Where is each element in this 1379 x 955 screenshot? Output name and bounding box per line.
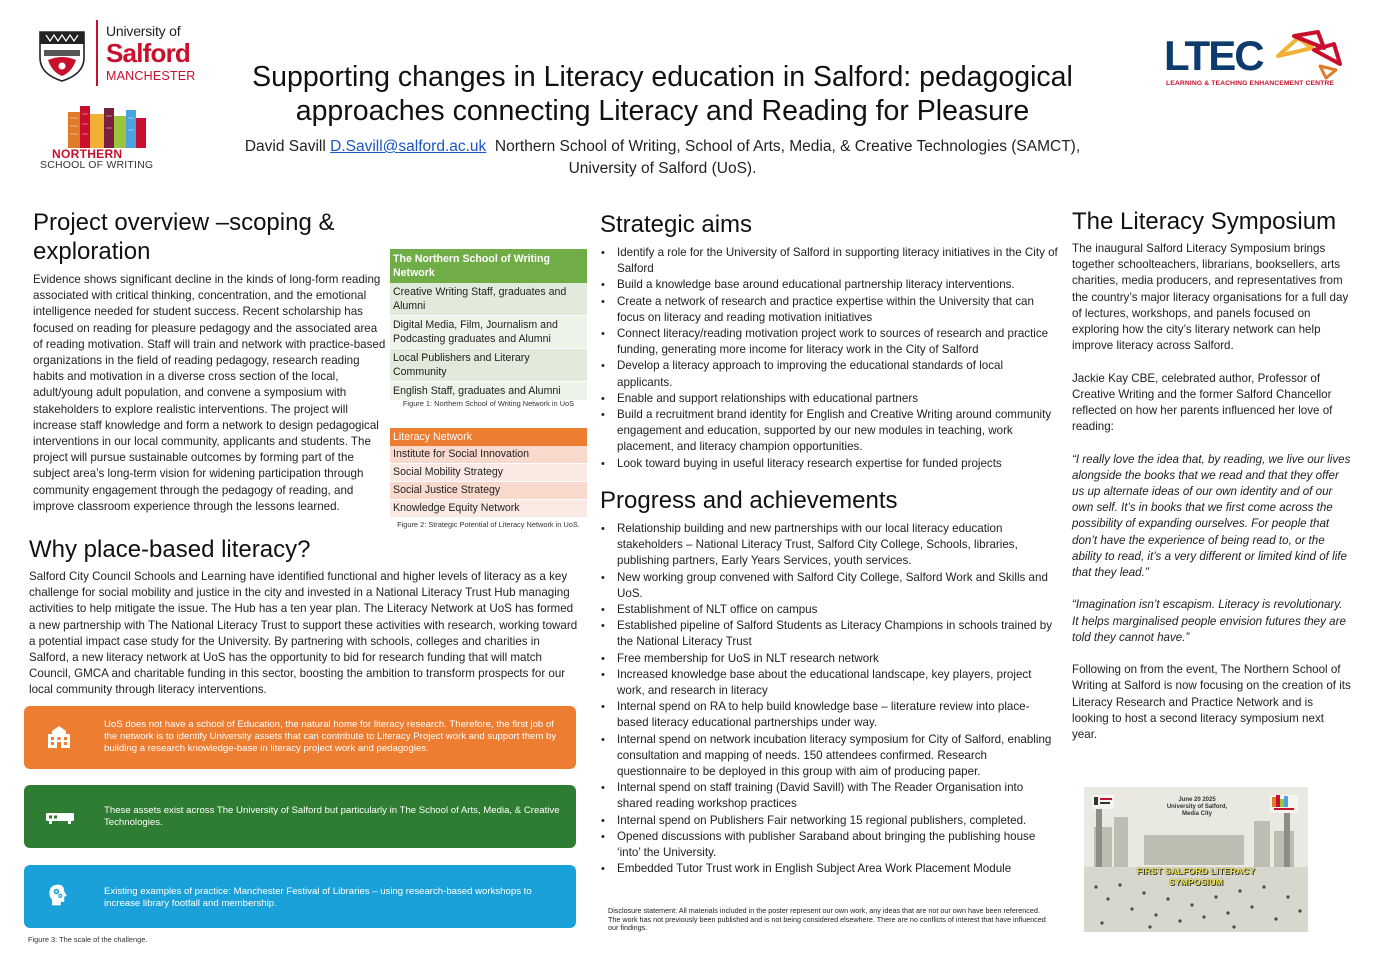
progress-heading: Progress and achievements	[600, 487, 898, 514]
university-of-salford-logo	[38, 18, 196, 90]
author-name: David Savill	[244, 138, 326, 155]
symposium-paragraph-1: The inaugural Salford Literacy Symposium brings together schoolteachers, librarians, booksellers, arts charities, media producers, and representatives from the country’s major literacy organisations for a full day of lectures, workshops, and panels focused on exploring how the city’s literary network can help improve literacy across Salford.	[1072, 242, 1349, 353]
head-gears-icon	[44, 882, 74, 908]
logo-line-3: MANCHESTER	[106, 69, 196, 83]
list-item: • Build a recruitment brand identity for English and Creative Writing around community engagement and education, supported by our new modules in teaching, work placement, and literacy champion opportunities.	[600, 407, 1058, 456]
school-building-icon	[44, 724, 74, 750]
logo-line-1: University of	[106, 23, 181, 39]
flyer-date: June 20 2025 University of Salford, Media City	[1166, 797, 1228, 817]
progress-list	[600, 521, 1058, 877]
jackie-kay-quote-1: “I really love the idea that, by reading, we live our lives alongside the books that we read and that they offer us up alternate ideas of our own identity and of our own self. It’s in books that we first come across the possibility of expanding ourselves. For people that don’t have the experience of being read to, or the ability to read, it’s a very different or limited kind of life that they lead.”	[1072, 452, 1351, 580]
table-row: Digital Media, Film, Journalism and Podcasting graduates and Alumni	[390, 316, 587, 349]
author-affiliation-2: University of Salford (UoS).	[568, 160, 757, 177]
symposium-heading: The Literacy Symposium	[1072, 208, 1337, 235]
title-line-2: approaches connecting Literacy and Reading for Pleasure	[295, 95, 1030, 127]
disclosure-statement: Disclosure statement: All materials included in the poster represent our own work, any ideas that are not our own have been referenced. The work has not previously been published and is not being considered elsewhere. There are no conflicts of interest that have influenced our findings.	[608, 906, 1046, 933]
banner-text: Existing examples of practice: Manchester Festival of Libraries – using research-based workshops to increase library footfall and membership.	[104, 886, 532, 909]
symposium-flyer-image	[1084, 787, 1308, 932]
list-item: • Internal spend on RA to help build knowledge base – literature review into place-based literacy educational partnerships under way.	[600, 699, 1058, 731]
banner-text: UoS does not have a school of Education, the natural home for literacy research. Therefore, the first job of the network is to identify University assets that can contribute to Literacy Project work and support them by building a research knowledge-base in literacy project work and pedagogies.	[104, 719, 557, 754]
list-item: • Create a network of research and practice expertise within the University that can focus on literacy and reading motivation initiatives	[600, 294, 1058, 326]
challenge-banner-education	[24, 706, 576, 769]
nsw-network-header: The Northern School of Writing Network	[390, 249, 587, 283]
salford-crest-icon	[38, 28, 86, 82]
flyer-title: FIRST SALFORD LITERACY SYMPOSIUM	[1136, 866, 1256, 887]
list-item: • Identify a role for the University of Salford in supporting literacy initiatives in the City of Salford	[600, 245, 1058, 277]
list-item: • Increased knowledge base about the educational landscape, key players, project work, and research in literacy	[600, 667, 1058, 699]
table-row: Local Publishers and Literary Community	[390, 349, 587, 382]
buildings-illustration-icon	[64, 104, 150, 148]
device-bar-icon	[44, 804, 74, 830]
list-item: • Established pipeline of Salford Students as Literacy Champions in schools trained by the National Literacy Trust	[600, 618, 1058, 650]
aims-list	[600, 245, 1058, 472]
ltec-logo-subtitle: LEARNING & TEACHING ENHANCEMENT CENTRE	[1166, 80, 1335, 87]
list-item: • Establishment of NLT office on campus	[600, 602, 1058, 618]
banner-text: These assets exist across The University of Salford but particularly in The School of Arts, Media, & Creative Technologies.	[104, 805, 560, 828]
why-heading: Why place-based literacy?	[29, 536, 311, 563]
list-item: • Free membership for UoS in NLT research network	[600, 651, 1058, 667]
table-row: Social Mobility Strategy	[390, 464, 587, 482]
literacy-network-table	[390, 428, 587, 518]
northern-school-of-writing-logo	[30, 104, 159, 172]
why-body: Salford City Council Schools and Learning have identified functional and higher levels of literacy as a key challenge for social mobility and justice in the city and invested in a National Literacy Trust Hub managing activities to help mitigate the issue. The Hub has a ten year plan. The Literacy Network at UoS has formed a new partnership with The National Literacy Trust to support these activities with research, working toward a potential impact case study for the University. By partnering with schools, colleges and charities in Salford, a new literacy network at UoS has the opportunity to bid for research funding that will match Council, GMCA and charitable funding in this sector, boosting the ambition to transform prospects for our local community through literacy interventions.	[29, 570, 578, 697]
table-row: Creative Writing Staff, graduates and Alumni	[390, 283, 587, 316]
author-email-link[interactable]: D.Savill@salford.ac.uk	[330, 138, 487, 155]
list-item: • Relationship building and new partnerships with our local literacy education stakeholders – National Literacy Trust, Salford City College, Schools, libraries, publishing partners, Early Years Services, youth services.	[600, 521, 1058, 570]
challenge-banner-practice	[24, 865, 576, 928]
list-item: • Embedded Tutor Trust work in English Subject Area Work Placement Module	[600, 861, 1058, 877]
jackie-kay-quote-2: “Imagination isn’t escapism. Literacy is revolutionary. It helps marginalised people envision futures they are told they cannot have.”	[1072, 598, 1346, 644]
aims-heading: Strategic aims	[600, 211, 753, 238]
ltec-logo-text: LTEC	[1164, 32, 1263, 79]
nsw-network-table	[390, 249, 587, 401]
title-line-1: Supporting changes in Literacy education in Salford: pedagogical	[252, 61, 1073, 93]
symposium-paragraph-3: Following on from the event, The Northern School of Writing at Salford is now focusing on the creation of its Literacy Research and Practice Network and is looking to host a second literacy symposium next year.	[1072, 663, 1351, 742]
list-item: • Opened discussions with publisher Saraband about bringing the publishing house ‘into’ the University.	[600, 829, 1058, 861]
list-item: • Internal spend on staff training (David Savill) with The Reader Organisation into shared reading workshop practices	[600, 780, 1058, 812]
list-item: • Connect literacy/reading motivation project work to sources of research and practice funding, generating more income for literacy work in the City of Salford	[600, 326, 1058, 358]
ltec-logo	[1164, 30, 1349, 92]
symposium-body	[1072, 241, 1352, 759]
logo-divider	[96, 20, 98, 86]
figure-3-caption: Figure 3: The scale of the challenge.	[28, 935, 148, 944]
ltec-mark-icon	[1268, 30, 1348, 80]
table-row: English Staff, graduates and Alumni	[390, 382, 587, 401]
list-item: • New working group convened with Salford City College, Salford Work and Skills and UoS.	[600, 570, 1058, 602]
author-block	[190, 136, 1135, 180]
table-row: Institute for Social Innovation	[390, 446, 587, 464]
symposium-paragraph-2: Jackie Kay CBE, celebrated author, Professor of Creative Writing and the former Salford Chancellor reflected on how her parents influenced her love of reading:	[1072, 371, 1333, 434]
list-item: • Internal spend on network incubation literacy symposium for City of Salford, enabling consultation and mapping of needs. 150 attendees confirmed. Research questionnaire to be deployed in this group with aim of producing paper.	[600, 732, 1058, 781]
nsw-logo-line-1: NORTHERN	[52, 147, 123, 161]
literacy-network-header: Literacy Network	[390, 428, 587, 446]
list-item: • Build a knowledge base around educational partnership literacy interventions.	[600, 277, 1058, 293]
author-affiliation-1: Northern School of Writing, School of Arts, Media, & Creative Technologies (SAMCT),	[494, 138, 1081, 155]
table-row: Social Justice Strategy	[390, 482, 587, 500]
overview-heading: Project overview –scoping & exploration	[33, 209, 335, 265]
poster-title	[190, 60, 1135, 128]
figure-2-caption: Figure 2: Strategic Potential of Literacy Network in UoS.	[397, 520, 580, 529]
list-item: • Internal spend on Publishers Fair networking 15 regional publishers, completed.	[600, 813, 1058, 829]
nsw-logo-line-2: SCHOOL OF WRITING	[40, 159, 154, 171]
list-item: • Look toward buying in useful literacy research expertise for funded projects	[600, 456, 1058, 472]
challenge-banner-assets	[24, 785, 576, 848]
logo-line-2: Salford	[106, 38, 190, 68]
list-item: • Develop a literacy approach to improving the educational standards of local applicants.	[600, 358, 1058, 390]
overview-body: Evidence shows significant decline in the kinds of long-form reading associated with critical thinking, concentration, and the emotional intelligence needed for student success. Recent scholarship has focused on reading for pleasure pedagogy and the associated area of reading motivation. Staff will train and network with practice-based organizations in the field of reading pedagogy, research reading habits and motivation in a diverse cross section of the local, adult/young adult population, and convene a symposium with stakeholders to explore realistic interventions. The project will increase staff knowledge and form a network to design pedagogical interventions in our local community, applicants and students. The project will pursue sustainable outcomes by forming part of the subject area’s long-term vision for widening participation through community engagement through the pedagogy of reading, and improve classroom experience through the lessons learned.	[33, 273, 386, 513]
list-item: • Enable and support relationships with educational partners	[600, 391, 1058, 407]
table-row: Knowledge Equity Network	[390, 500, 587, 518]
figure-1-caption: Figure 1: Northern School of Writing Network in UoS	[402, 399, 575, 408]
